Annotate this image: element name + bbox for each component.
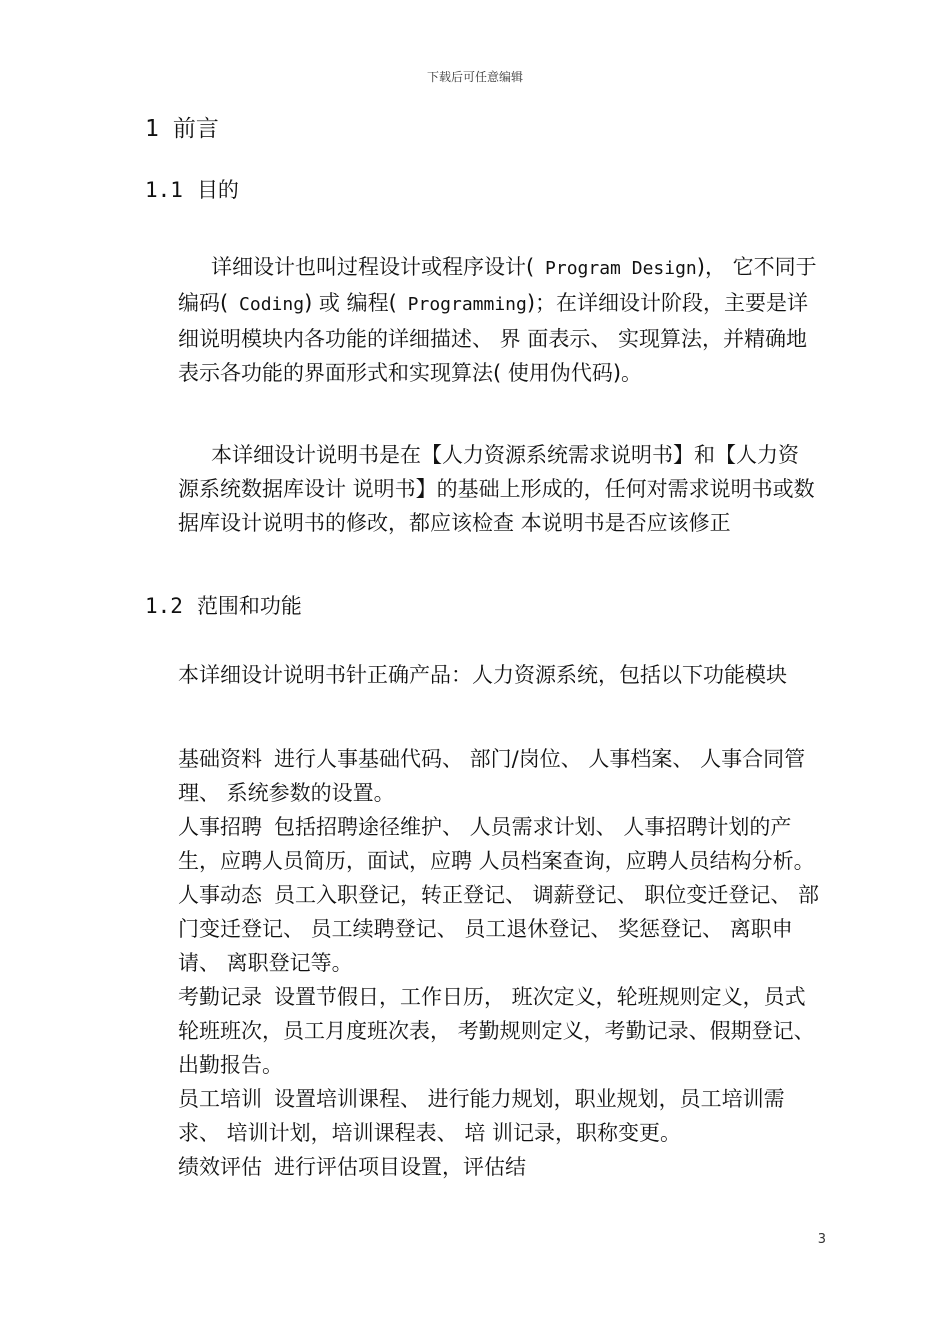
text-run: ) 或 编程( xyxy=(304,291,397,315)
module-list xyxy=(145,742,825,1184)
section-number: 1 xyxy=(145,116,159,142)
list-item xyxy=(145,1082,825,1150)
text-run: 详细设计也叫过程设计或程序设计( xyxy=(211,255,535,279)
list-item xyxy=(145,878,825,980)
section-number: 1.1 xyxy=(145,178,183,202)
page-number: 3 xyxy=(817,1232,826,1247)
module-description: 进行人事基础代码、 部门/岗位、 人事档案、 人事合同管理、 系统参数的设置。 xyxy=(178,747,806,805)
module-description: 设置节假日，工作日历， 班次定义，轮班规则定义，员式轮班班次，员工月度班次表， 考勤规则定义，考勤记录、假期登记、 出勤报告。 xyxy=(178,985,815,1077)
module-name: 人事动态 xyxy=(178,883,262,907)
module-description: 员工入职登记，转正登记、 调薪登记、 职位变迁登记、 部门变迁登记、 员工续聘登记、 员工退休登记、 奖惩登记、 离职申请、 离职登记等。 xyxy=(178,883,820,975)
scope-paragraph: 本详细设计说明书针正确产品：人力资源系统，包括以下功能模块 xyxy=(178,663,787,687)
module-name: 考勤记录 xyxy=(178,985,262,1009)
text-run: )；在详细设计阶段，主要是详细说明模块内各功能的详细描述、 界 面表示、 实现算法，并精确地表示各功能的界面形式和实现算法( 使用伪代码)。 xyxy=(178,291,809,385)
text-run: Coding xyxy=(228,294,305,315)
module-name: 绩效评估 xyxy=(178,1155,262,1179)
list-item xyxy=(145,980,825,1082)
section-title: 前言 xyxy=(172,116,219,142)
section-heading-1 xyxy=(145,110,219,143)
header-note: 下载后可任意编辑 xyxy=(426,70,523,84)
text-run: Program Design xyxy=(534,258,697,279)
module-name: 基础资料 xyxy=(178,747,262,771)
purpose-paragraph-1 xyxy=(178,250,818,390)
purpose-paragraph-2: 本详细设计说明书是在【人力资源系统需求说明书】和【人力资源系统数据库设计 说明书】的基础上形成的，任何对需求说明书或数据库设计说明书的修改，都应该检查 本说明书是否应该修正 xyxy=(178,443,815,535)
section-title: 范围和功能 xyxy=(196,594,302,618)
module-description: 包括招聘途径维护、 人员需求计划、 人事招聘计划的产生，应聘人员简历，面试，应聘 人员档案查询，应聘人员结构分析。 xyxy=(178,815,815,873)
text-run: )， 它不同于编码( xyxy=(178,255,817,315)
list-item xyxy=(145,1150,825,1184)
module-description: 进行评估项目设置，评估结 xyxy=(274,1155,526,1179)
list-item xyxy=(145,810,825,878)
module-name: 人事招聘 xyxy=(178,815,262,839)
section-number: 1.2 xyxy=(145,594,183,618)
section-heading-1-2 xyxy=(145,590,302,620)
text-run: Programming xyxy=(396,294,527,315)
module-description: 设置培训课程、 进行能力规划，职业规划，员工培训需求、 培训计划，培训课程表、 培 训记录，职称变更。 xyxy=(178,1087,785,1145)
section-heading-1-1 xyxy=(145,174,239,204)
module-name: 员工培训 xyxy=(178,1087,262,1111)
section-title: 目的 xyxy=(196,178,239,202)
list-item xyxy=(145,742,825,810)
